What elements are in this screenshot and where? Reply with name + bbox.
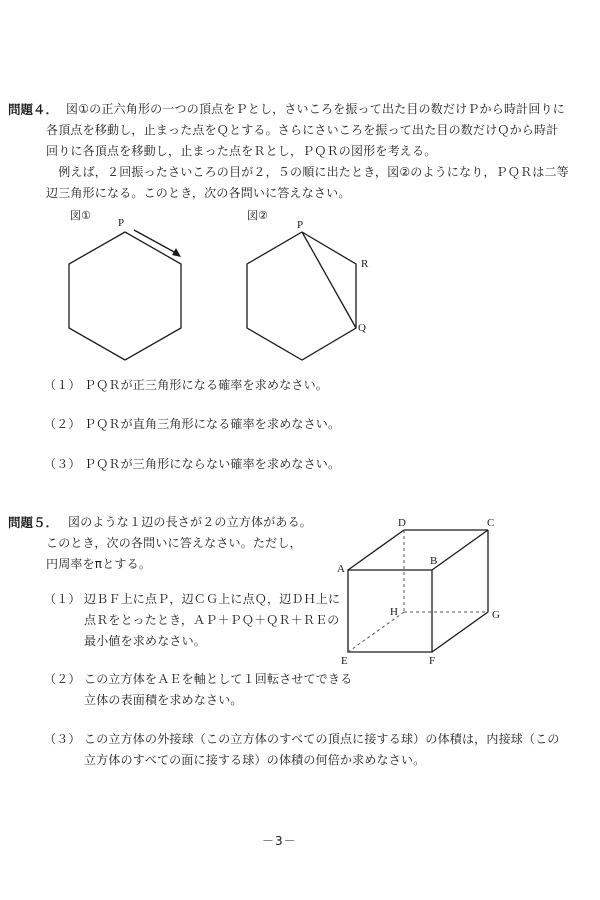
problem-4-label: 問題４．: [8, 102, 59, 117]
cube-vertex-h: H: [390, 606, 398, 618]
problem-4-line-4: 例えば，２回振ったさいころの目が２，５の順に出たとき，図②のようになり，ＰＱＲは二等: [46, 165, 569, 179]
problem-5-q3-line-2: 立方体のすべての面に接する球）の体積の何倍か求めなさい。: [84, 753, 426, 767]
problem-4-line-5: 辺三角形になる。このとき，次の各問いに答えなさい。: [46, 186, 351, 200]
figure-1-caption: 図①: [70, 209, 91, 222]
figure-2-point-p: P: [297, 219, 304, 231]
problem-4-q3-text: ＰＱＲが三角形にならない確率を求めなさい。: [84, 457, 341, 471]
problem-5-q3-line-1: この立方体の外接球（この立方体のすべての頂点に接する球）の体積は，内接球（この: [84, 732, 560, 746]
problem-4-line-2: 各頂点を移動し，止まった点をＱとする。さらにさいころを振って出た目の数だけＱから時計: [46, 123, 559, 137]
problem-5-q2-number: （２）: [44, 672, 81, 686]
problem-5-q2-line-2: 立体の表面積を求めなさい。: [84, 693, 243, 707]
cube-vertex-f: F: [429, 655, 436, 667]
problem-4-line-1: 図①の正六角形の一つの頂点をＰとし，さいころを振って出た目の数だけＰから時計回りに: [66, 102, 565, 116]
figure-2-point-q: Q: [358, 322, 366, 334]
problem-4-line-3: 回りに各頂点を移動し，止まった点をＲとし，ＰＱＲの図形を考える。: [46, 144, 437, 158]
problem-5-q3-number: （３）: [44, 732, 81, 746]
figure-2-point-r: R: [361, 258, 369, 270]
figure-1-point-p: P: [118, 217, 125, 229]
cube-vertex-g: G: [492, 609, 500, 621]
problem-5-q2-line-1: この立方体をＡＥを軸として１回転させてできる: [84, 672, 353, 686]
cube-vertex-a: A: [337, 563, 345, 575]
problem-4-q2-text: ＰＱＲが直角三角形になる確率を求めなさい。: [84, 417, 341, 431]
problem-5-line-2: このとき，次の各問いに答えなさい。ただし，: [46, 536, 302, 550]
problem-5-line-3: 円周率をπとする。: [46, 557, 152, 571]
figure-2-caption: 図②: [247, 209, 268, 222]
cube-hidden-edges: [348, 530, 488, 652]
page-number: －3－: [262, 834, 297, 848]
problem-4-q2-number: （２）: [44, 417, 81, 431]
cube-vertex-c: C: [487, 517, 495, 529]
cube-vertex-e: E: [341, 655, 348, 667]
problem-4-q1-number: （１）: [44, 378, 81, 392]
problem-4-q1-text: ＰＱＲが正三角形になる確率を求めなさい。: [84, 378, 329, 392]
problem-5-q1-line-2: 点Ｒをとったとき，ＡＰ＋ＰＱ＋ＱＲ＋ＲＥの: [84, 613, 340, 627]
cube-vertex-b: B: [430, 555, 438, 567]
problem-5-label: 問題５．: [8, 515, 59, 530]
problem-5-q1-number: （１）: [44, 592, 81, 606]
problem-5-q1-line-3: 最小値を求めなさい。: [84, 634, 207, 648]
problem-4-q3-number: （３）: [44, 457, 81, 471]
problem-5-q1-line-1: 辺ＢＦ上に点Ｐ，辺ＣＧ上に点Ｑ，辺ＤＨ上に: [84, 592, 341, 606]
problem-5-line-1: 図のような１辺の長さが２の立方体がある。: [68, 515, 313, 529]
cube-vertex-d: D: [398, 517, 406, 529]
